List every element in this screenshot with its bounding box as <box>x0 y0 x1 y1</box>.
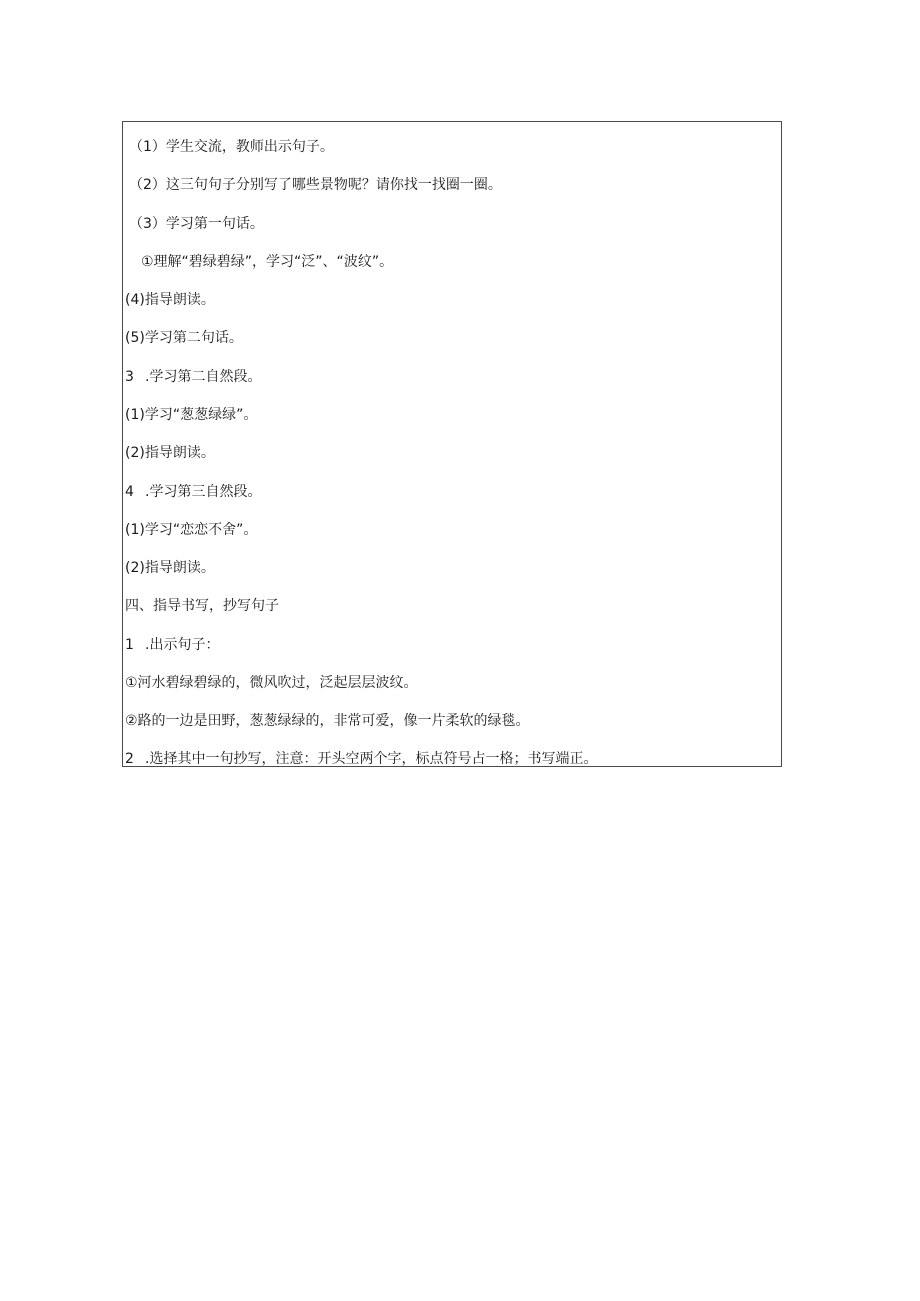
text-line-3: （3）学习第一句话。 <box>129 216 264 232</box>
text-line-6: (5)学习第二句话。 <box>125 330 243 346</box>
text-line-7: 3 .学习第二自然段。 <box>125 369 262 385</box>
text-line-2: （2）这三句句子分别写了哪些景物呢？请你找一找圈一圈。 <box>129 177 502 193</box>
text-line-17: 2 .选择其中一句抄写，注意：开头空两个字，标点符号占一格；书写端正。 <box>125 751 598 767</box>
text-line-11: (1)学习“恋恋不舍”。 <box>125 522 258 538</box>
text-line-1: （1）学生交流，教师出示句子。 <box>129 139 334 155</box>
section-heading: 四、指导书写，抄写句子 <box>125 598 279 614</box>
lesson-plan-box <box>122 121 782 767</box>
text-line-16: ②路的一边是田野，葱葱绿绿的，非常可爱，像一片柔软的绿毯。 <box>125 713 530 729</box>
text-line-4: ①理解“碧绿碧绿”，学习“泛”、“波纹”。 <box>141 254 394 270</box>
text-line-12: (2)指导朗读。 <box>125 560 215 576</box>
text-line-8: (1)学习“葱葱绿绿”。 <box>125 407 258 423</box>
text-line-10: 4 .学习第三自然段。 <box>125 484 262 500</box>
text-line-9: (2)指导朗读。 <box>125 445 215 461</box>
text-line-14: 1 .出示句子： <box>125 637 220 653</box>
text-line-5: (4)指导朗读。 <box>125 292 215 308</box>
text-line-15: ①河水碧绿碧绿的，微风吹过，泛起层层波纹。 <box>125 675 418 691</box>
